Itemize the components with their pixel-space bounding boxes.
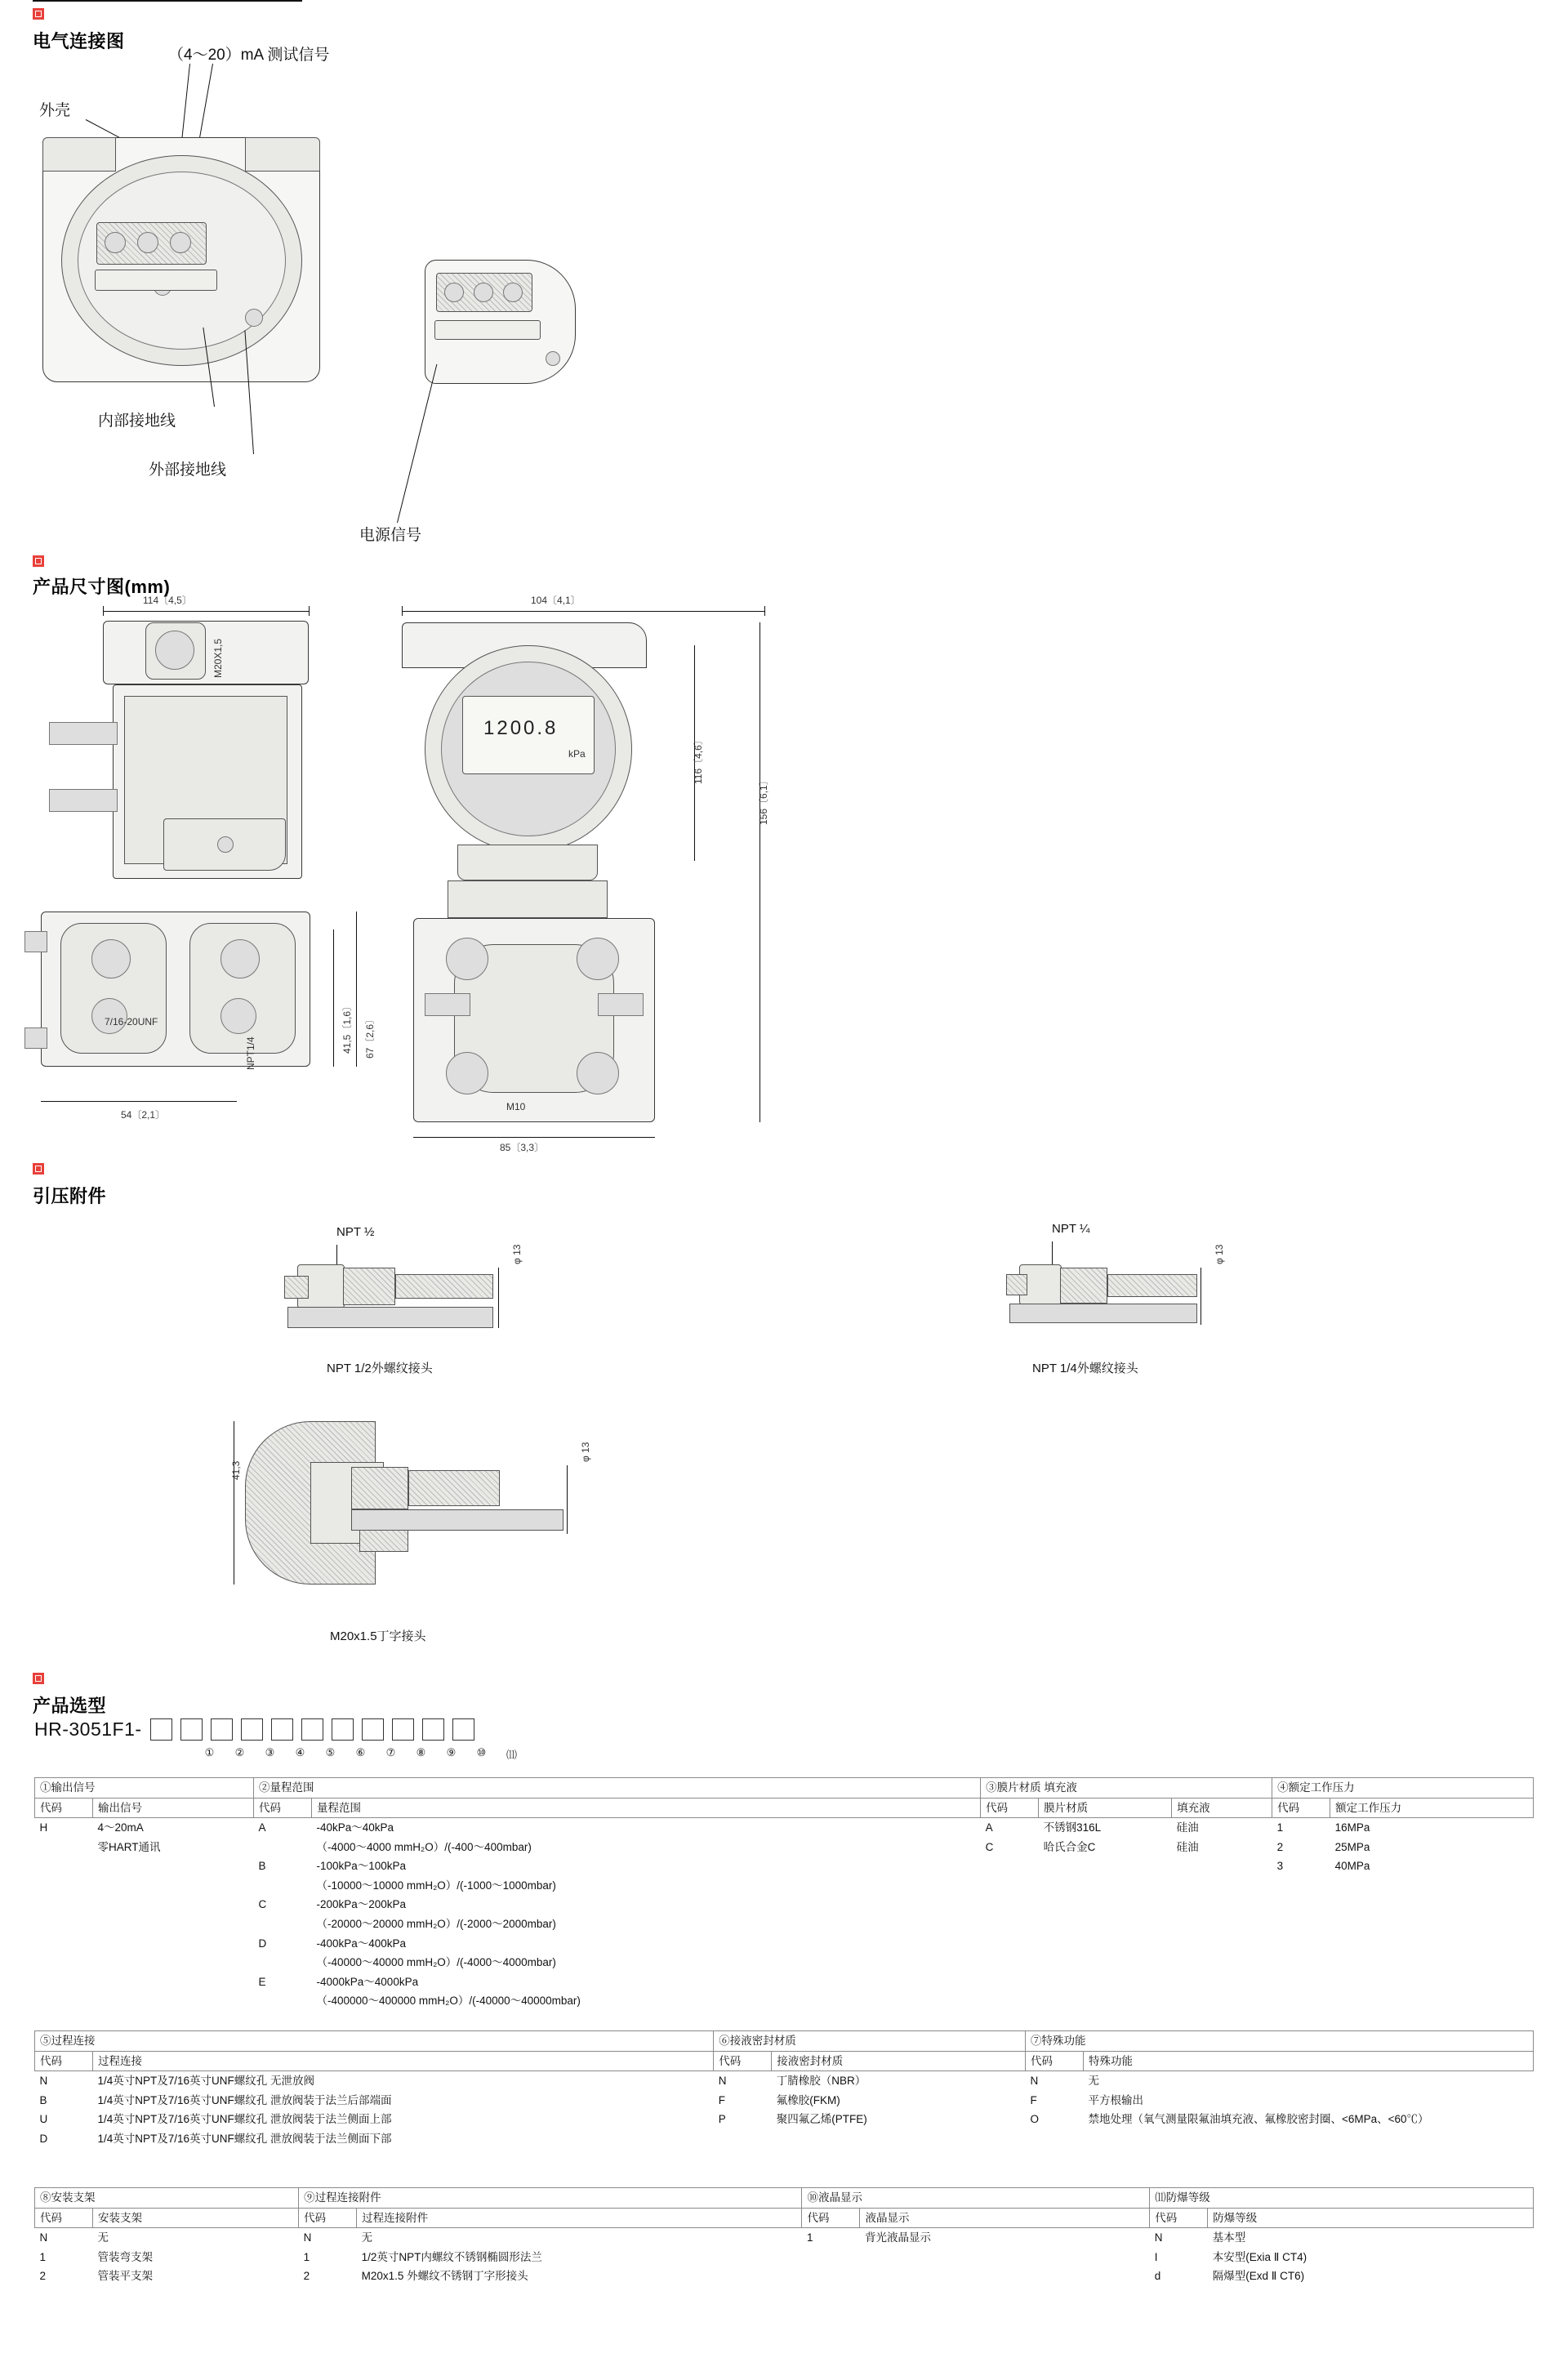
dim-phi13-a: φ 13	[511, 1244, 523, 1264]
model-prefix: HR-3051F1-	[34, 1718, 142, 1740]
dim-54: 54〔2,1〕	[121, 1109, 166, 1121]
th-3-material: 膜片材质	[1039, 1798, 1172, 1818]
section-title-wiring: 电气连接图	[33, 31, 125, 51]
th-8-bracket: 安装支架	[93, 2208, 299, 2228]
t3-r2-c3: 1	[303, 2250, 310, 2263]
dim-m20: M20X1,5	[212, 638, 224, 678]
t3-r3-c7: d	[1154, 2270, 1161, 2283]
t2-r3-c3: P	[718, 2113, 726, 2126]
t2-r4-c1: D	[39, 2132, 48, 2145]
t2-r2-c4: 氟橡胶(FKM)	[776, 2093, 840, 2106]
t1-r3-c9: 40MPa	[1334, 1860, 1370, 1873]
dim-156: 156〔6,1〕	[758, 775, 769, 825]
section-marker-wiring	[33, 8, 44, 20]
t1-r4-c3	[254, 1876, 312, 1896]
th-5-code: 代码	[35, 2051, 93, 2071]
table3-group-title-row	[35, 2188, 1534, 2209]
table-row	[35, 1934, 1534, 1954]
t1-r2-c4: （-4000～4000 mmH₂O）/(-400～400mbar)	[316, 1840, 532, 1853]
t2-r3-c1: U	[39, 2113, 48, 2126]
th-9-accessory: 过程连接附件	[357, 2208, 802, 2228]
t2-r3-c2: 1/4英寸NPT及7/16英寸UNF螺纹孔 泄放阀装于法兰侧面上部	[97, 2113, 392, 2126]
code-box-7[interactable]	[332, 1718, 354, 1741]
t3-r1-c4: 无	[361, 2231, 373, 2244]
section-marker-accessories	[33, 1163, 44, 1175]
t2-r1-c6: 无	[1088, 2075, 1099, 2088]
table-row	[35, 1914, 1534, 1934]
t3-r2-c7: I	[1154, 2250, 1158, 2263]
th-2-range: 量程范围	[312, 1798, 981, 1818]
section-marker-dimensions	[33, 555, 44, 567]
t3-r3-c2: 管装平支架	[97, 2270, 153, 2283]
t3-r3-c4: M20x1.5 外螺纹不锈钢丁字形接头	[361, 2270, 528, 2283]
t1-r8-c3	[254, 1953, 312, 1972]
t1-r3-c4: -100kPa～100kPa	[316, 1860, 407, 1873]
t1-r2-c8: 2	[1276, 1840, 1284, 1853]
table-row	[35, 1991, 1534, 2011]
t3-r2-c4: 1/2英寸NPT内螺纹不锈钢椭圆形法兰	[361, 2250, 542, 2263]
code-box-9[interactable]	[392, 1718, 414, 1741]
group-title-5: ⑤过程连接	[35, 2031, 714, 2052]
group-title-8: ⑧安装支架	[35, 2188, 299, 2209]
t2-r2-c5: F	[1030, 2093, 1037, 2106]
th-4-pressure: 额定工作压力	[1330, 1798, 1534, 1818]
dim-phi13-c: φ 13	[580, 1442, 591, 1462]
top-rule	[33, 0, 302, 2]
th-6-seal: 接液密封材质	[772, 2051, 1026, 2071]
t2-r1-c4: 丁腈橡胶（NBR）	[776, 2075, 866, 2088]
t1-r1-c7: 硅油	[1176, 1821, 1199, 1834]
t1-r1-c5: A	[985, 1821, 993, 1834]
label-housing: 外壳	[39, 102, 71, 119]
selection-table-3	[34, 2187, 1534, 2286]
th-10-code: 代码	[802, 2208, 860, 2228]
code-num-1: ①	[204, 1746, 215, 1758]
t3-r1-c1: N	[39, 2231, 48, 2244]
code-box-5[interactable]	[271, 1718, 293, 1741]
dim-85: 85〔3,3〕	[500, 1142, 545, 1153]
dim-top-right-width: 104〔4,1〕	[531, 595, 581, 606]
code-num-6: ⑥	[355, 1746, 366, 1758]
t3-r1-c5: 1	[806, 2231, 813, 2244]
th-4-code: 代码	[1272, 1798, 1330, 1818]
t1-r10-c3	[254, 1991, 312, 2011]
code-box-10[interactable]	[422, 1718, 444, 1741]
t3-r1-c3: N	[303, 2231, 312, 2244]
dim-41-3: 41,3	[230, 1460, 242, 1480]
code-num-2: ②	[234, 1746, 245, 1758]
lcd-unit: kPa	[568, 748, 586, 760]
lcd-value: 1200.8	[483, 717, 559, 739]
code-num-8: ⑧	[416, 1746, 426, 1758]
th-7-special: 特殊功能	[1084, 2051, 1534, 2071]
group-title-4: ④额定工作压力	[1272, 1778, 1534, 1799]
table-row	[35, 1972, 1534, 1992]
th-2-code: 代码	[254, 1798, 312, 1818]
t2-r1-c3: N	[718, 2075, 727, 2088]
code-box-2[interactable]	[180, 1718, 203, 1741]
code-box-11[interactable]	[452, 1718, 474, 1741]
t1-r1-c6: 不锈钢316L	[1043, 1821, 1102, 1834]
table1-group-title-row	[35, 1778, 1534, 1799]
code-box-4[interactable]	[241, 1718, 263, 1741]
th-6-code: 代码	[714, 2051, 772, 2071]
t1-r1-c3: A	[258, 1821, 266, 1834]
label-external-ground: 外部接地线	[149, 461, 227, 479]
t3-r1-c6: 背光液晶显示	[864, 2231, 931, 2244]
t1-r1-c2: 4～20mA	[97, 1821, 144, 1834]
section-title-dimensions: 产品尺寸图(mm)	[33, 577, 171, 597]
group-title-2: ②量程范围	[254, 1778, 981, 1799]
table-row	[35, 1876, 1534, 1896]
table-row	[35, 2248, 1534, 2267]
t3-r2-c8: 本安型(Exia Ⅱ CT4)	[1212, 2250, 1307, 2263]
t1-r2-c1	[35, 1838, 93, 1857]
table-row	[35, 2091, 1534, 2111]
th-9-code: 代码	[299, 2208, 357, 2228]
table2-header-row	[35, 2051, 1534, 2071]
t3-r2-c1: 1	[39, 2250, 47, 2263]
dim-phi13-b: φ 13	[1214, 1244, 1225, 1264]
group-title-1: ①输出信号	[35, 1778, 254, 1799]
model-code-row	[34, 1718, 474, 1741]
caption-npt-half: NPT 1/2外螺纹接头	[327, 1362, 433, 1375]
t1-r7-c4: -400kPa～400kPa	[316, 1937, 407, 1950]
label-power-signal: 电源信号	[359, 527, 422, 544]
t3-r3-c3: 2	[303, 2270, 310, 2283]
code-num-11: ⑾	[506, 1749, 517, 1761]
code-box-8[interactable]	[362, 1718, 384, 1741]
t2-r2-c1: B	[39, 2093, 47, 2106]
t1-r2-c3	[254, 1838, 312, 1857]
th-1-code: 代码	[35, 1798, 93, 1818]
group-title-3: ③膜片材质 填充液	[981, 1778, 1272, 1799]
selection-table-1	[34, 1777, 1534, 2011]
code-box-1[interactable]	[150, 1718, 172, 1741]
t1-r2-c6: 哈氏合金C	[1043, 1840, 1096, 1853]
t2-r1-c5: N	[1030, 2075, 1039, 2088]
table-row	[35, 1895, 1534, 1914]
t1-r10-c4: （-400000～400000 mmH₂O）/(-40000～40000mbar)	[316, 1995, 581, 2008]
table-row	[35, 2228, 1534, 2248]
t2-r1-c2: 1/4英寸NPT及7/16英寸UNF螺纹孔 无泄放阀	[97, 2075, 315, 2088]
t2-r3-c6: 禁地处理（氧气测量限氟油填充液、氟橡胶密封圈、<6MPa、<60℃）	[1088, 2113, 1429, 2126]
group-title-6: ⑥接液密封材质	[714, 2031, 1026, 2052]
th-7-code: 代码	[1026, 2051, 1084, 2071]
code-num-10: ⑩	[476, 1746, 487, 1758]
t1-r9-c4: -4000kPa～4000kPa	[316, 1975, 419, 1988]
t1-r6-c4: （-20000～20000 mmH₂O）/(-2000～2000mbar)	[316, 1917, 556, 1930]
label-test-signal: （4～20）mA 测试信号	[168, 47, 330, 64]
code-box-3[interactable]	[211, 1718, 233, 1741]
t3-r1-c7: N	[1154, 2231, 1163, 2244]
dim-41-5: 41,5〔1,6〕	[341, 1001, 353, 1054]
code-box-6[interactable]	[301, 1718, 323, 1741]
t1-r2-c7: 硅油	[1176, 1840, 1199, 1853]
table-row	[35, 2071, 1534, 2091]
table1-header-row	[35, 1798, 1534, 1818]
t1-r4-c4: （-10000～10000 mmH₂O）/(-1000～1000mbar)	[316, 1879, 556, 1892]
table-row	[35, 2110, 1534, 2129]
dim-unf: 7/16-20UNF	[105, 1016, 158, 1027]
dim-npt14: NPT1/4	[245, 1036, 256, 1070]
section-title-accessories: 引压附件	[33, 1186, 107, 1206]
table-row	[35, 1838, 1534, 1857]
t1-r2-c9: 25MPa	[1334, 1840, 1370, 1853]
t2-r2-c2: 1/4英寸NPT及7/16英寸UNF螺纹孔 泄放阀装于法兰后部端面	[97, 2093, 392, 2106]
th-11-ex: 防爆等级	[1208, 2208, 1534, 2228]
t1-r8-c4: （-40000～40000 mmH₂O）/(-4000～4000mbar)	[316, 1956, 556, 1969]
code-num-3: ③	[265, 1746, 275, 1758]
code-number-row	[194, 1746, 527, 1762]
t1-r7-c3: D	[258, 1937, 267, 1950]
t1-r9-c3: E	[258, 1975, 266, 1988]
table-row	[35, 1818, 1534, 1838]
code-num-7: ⑦	[385, 1746, 396, 1758]
t2-r2-c3: F	[718, 2093, 725, 2106]
group-title-9: ⑨过程连接附件	[299, 2188, 802, 2209]
t1-r2-c5: C	[985, 1840, 994, 1853]
caption-m20-tee: M20x1.5丁字接头	[330, 1629, 426, 1643]
t3-r3-c1: 2	[39, 2270, 47, 2283]
t1-r3-c3: B	[258, 1860, 266, 1873]
label-npt-quarter: NPT ¼	[1052, 1222, 1090, 1236]
caption-npt-quarter: NPT 1/4外螺纹接头	[1032, 1362, 1138, 1375]
table-row	[35, 1953, 1534, 1972]
t1-r1-c4: -40kPa～40kPa	[316, 1821, 394, 1834]
table3-header-row	[35, 2208, 1534, 2228]
dim-116: 116〔4,6〕	[693, 735, 704, 784]
t1-r1-c9: 16MPa	[1334, 1821, 1370, 1834]
table2-group-title-row	[35, 2031, 1534, 2052]
table-row	[35, 2267, 1534, 2286]
t2-r3-c5: O	[1030, 2113, 1040, 2126]
t1-r5-c4: -200kPa～200kPa	[316, 1898, 407, 1911]
group-title-11: ⑾防爆等级	[1150, 2188, 1534, 2209]
t2-r4-c2: 1/4英寸NPT及7/16英寸UNF螺纹孔 泄放阀装于法兰侧面下部	[97, 2132, 392, 2145]
t3-r2-c2: 管装弯支架	[97, 2250, 153, 2263]
t3-r1-c8: 基本型	[1212, 2231, 1246, 2244]
t1-r3-c8: 3	[1276, 1860, 1284, 1873]
dim-top-left-width: 114〔4,5〕	[143, 595, 192, 606]
group-title-10: ⑩液晶显示	[802, 2188, 1150, 2209]
group-title-7: ⑦特殊功能	[1026, 2031, 1534, 2052]
t3-r1-c2: 无	[97, 2231, 109, 2244]
t1-r2-c2: 零HART通讯	[97, 1840, 161, 1853]
t1-r6-c3	[254, 1914, 312, 1934]
th-1-signal: 输出信号	[93, 1798, 254, 1818]
dim-m10: M10	[506, 1101, 526, 1112]
table-row	[35, 1857, 1534, 1876]
t1-r5-c3: C	[258, 1898, 267, 1911]
th-3-fill: 填充液	[1172, 1798, 1272, 1818]
t2-r2-c6: 平方根输出	[1088, 2093, 1143, 2106]
t1-r1-c8: 1	[1276, 1821, 1284, 1834]
dim-67: 67〔2,6〕	[364, 1014, 376, 1059]
th-8-code: 代码	[35, 2208, 93, 2228]
section-title-selection: 产品选型	[33, 1696, 107, 1716]
t2-r1-c1: N	[39, 2075, 48, 2088]
th-11-code: 代码	[1150, 2208, 1208, 2228]
t3-r3-c8: 隔爆型(Exd Ⅱ CT6)	[1212, 2270, 1305, 2283]
label-internal-ground: 内部接地线	[98, 412, 176, 430]
code-num-4: ④	[295, 1746, 305, 1758]
t2-r3-c4: 聚四氟乙烯(PTFE)	[776, 2113, 867, 2126]
th-5-conn: 过程连接	[93, 2051, 714, 2071]
code-num-9: ⑨	[446, 1746, 457, 1758]
selection-table-2	[34, 2030, 1534, 2148]
th-3-code: 代码	[981, 1798, 1039, 1818]
t1-r1-c1: H	[39, 1821, 48, 1834]
code-num-5: ⑤	[325, 1746, 336, 1758]
section-marker-selection	[33, 1673, 44, 1684]
th-10-lcd: 液晶显示	[860, 2208, 1150, 2228]
label-npt-half: NPT ½	[336, 1225, 375, 1239]
